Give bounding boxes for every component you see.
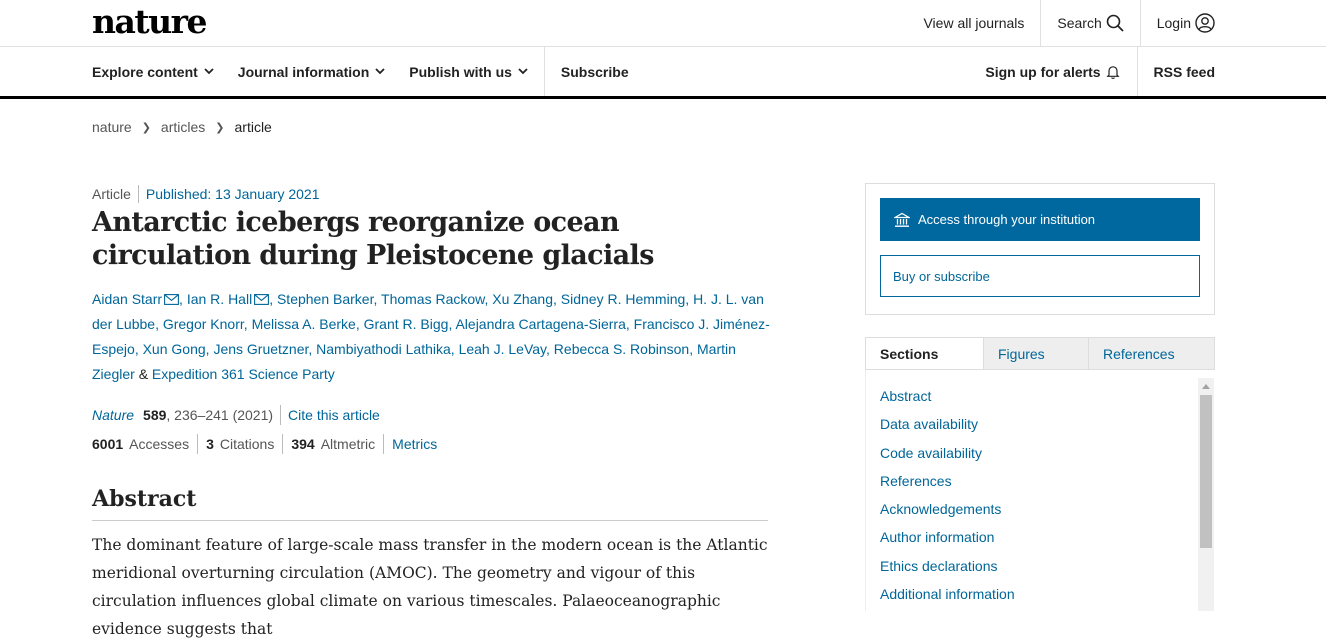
tab-label: Figures — [998, 345, 1045, 362]
breadcrumb — [92, 119, 272, 135]
author-link[interactable]: Gregor Knorr — [162, 316, 244, 332]
sections-list — [865, 370, 1216, 611]
citations-count: 3 — [206, 436, 214, 452]
author-link[interactable]: Sidney R. Hemming — [560, 291, 686, 307]
scroll-up-arrow-icon[interactable] — [1198, 378, 1214, 394]
article-meta — [92, 185, 319, 203]
chevron-down-icon — [375, 68, 385, 75]
article-title: Antarctic icebergs reorganize ocean circulation during Pleistocene glacials — [92, 207, 654, 271]
sign-up-alerts-label: Sign up for alerts — [985, 63, 1101, 80]
bell-icon — [1105, 64, 1121, 80]
author-link[interactable]: Francisco J. Jiménez-Espejo — [92, 316, 770, 357]
section-link-abstract[interactable]: Abstract — [880, 388, 932, 404]
view-all-journals-label: View all journals — [923, 15, 1025, 31]
article-type: Article — [92, 186, 131, 202]
author-link[interactable]: Melissa A. Berke — [251, 316, 356, 332]
main-nav-right — [985, 47, 1215, 96]
citation-line — [92, 405, 380, 425]
section-link-additional-information[interactable]: Additional information — [880, 586, 1015, 603]
author-group-link[interactable]: Expedition 361 Science Party — [151, 366, 335, 382]
divider — [138, 185, 139, 203]
login-button[interactable] — [1141, 0, 1215, 46]
altmetric-label: Altmetric — [320, 436, 376, 452]
author-link[interactable]: Leah J. LeVay — [458, 341, 547, 357]
author-link[interactable]: H. J. L. van der Lubbe — [92, 291, 764, 332]
journal-information-menu[interactable] — [238, 47, 385, 96]
metrics-link[interactable]: Metrics — [392, 436, 438, 452]
sidebar-tabs — [865, 337, 1215, 370]
author-list: Aidan Starr , Ian R. Hall , Stephen Barker, Thomas Rackow, Xu Zhang, Sidney R. Hemming, H. J. L. van der Lubbe, Gregor Knorr, Melissa A. Berke, Grant R. Bigg, Alejandra Cartagena-Sierra, Francisco J. Jiménez-Espejo, Xun Gong, Jens Gruetzner, Nambiyathodi Lathika, Leah J. LeVay, Rebecca S. Robinson, Martin Ziegler & Expedition 361 Science Party — [92, 291, 770, 382]
cite-this-article-link[interactable]: Cite this article — [288, 407, 380, 423]
author-link[interactable]: Thomas Rackow — [381, 291, 485, 307]
author-link[interactable]: Alejandra Cartagena-Sierra — [455, 316, 626, 332]
sections-scrollbar[interactable] — [1198, 378, 1214, 611]
access-institution-label: Access through your institution — [918, 212, 1096, 227]
accesses-label: Accesses — [129, 436, 190, 452]
breadcrumb-articles[interactable]: articles — [160, 119, 206, 135]
journal-information-label: Journal information — [237, 63, 370, 80]
citations-label: Citations — [219, 436, 275, 452]
author-link[interactable]: Ian R. Hall — [186, 291, 253, 307]
subscribe-label: Subscribe — [560, 63, 629, 80]
altmetric-count: 394 — [291, 436, 315, 452]
section-link-author-information[interactable]: Author information — [880, 529, 995, 546]
tab-references[interactable] — [1088, 338, 1214, 369]
top-bar — [0, 0, 1326, 47]
accesses-count: 6001 — [92, 436, 124, 452]
section-link-code-availability[interactable]: Code availability — [880, 444, 982, 461]
sign-up-alerts-link[interactable] — [985, 47, 1120, 96]
tab-figures[interactable] — [983, 338, 1088, 369]
author-link[interactable]: Aidan Starr — [92, 291, 163, 307]
section-link-acknowledgements[interactable]: Acknowledgements — [880, 501, 1002, 518]
abstract-heading: Abstract — [92, 486, 768, 521]
author-link[interactable]: Xu Zhang — [492, 291, 553, 307]
top-nav — [907, 0, 1215, 46]
author-link[interactable]: Grant R. Bigg — [363, 316, 449, 332]
chevron-down-icon — [518, 68, 528, 75]
nature-logo[interactable]: nature — [92, 2, 206, 41]
search-button[interactable] — [1041, 0, 1139, 46]
divider — [280, 405, 281, 425]
institution-icon — [894, 212, 910, 228]
publish-with-us-menu[interactable] — [409, 47, 528, 96]
abstract-text: The dominant feature of large-scale mass transfer in the modern ocean is the Atlantic meridional overturning circulation (AMOC). The geometry and vigour of this circulation influences global climate on various timescales. Palaeoceanographic evidence suggests that — [92, 536, 768, 638]
tab-label: Sections — [880, 345, 939, 362]
rss-feed-label: RSS feed — [1153, 63, 1215, 80]
breadcrumb-current: article — [234, 119, 272, 135]
published-date: Published: 13 January 2021 — [145, 186, 320, 202]
email-icon[interactable] — [164, 294, 179, 305]
access-institution-button[interactable] — [880, 198, 1200, 241]
section-link-ethics-declarations[interactable]: Ethics declarations — [880, 557, 998, 574]
tab-label: References — [1103, 345, 1175, 362]
author-link[interactable]: Rebecca S. Robinson — [553, 341, 690, 357]
rss-feed-link[interactable] — [1154, 47, 1215, 96]
access-box — [865, 183, 1215, 315]
buy-or-subscribe-label: Buy or subscribe — [893, 268, 990, 284]
author-link[interactable]: Martin Ziegler — [92, 341, 736, 382]
explore-content-label: Explore content — [92, 63, 198, 80]
view-all-journals-link[interactable] — [907, 0, 1040, 46]
email-icon[interactable] — [254, 294, 269, 305]
chevron-right-icon: ❯ — [215, 121, 225, 134]
article-metrics — [92, 434, 437, 454]
divider — [282, 434, 283, 454]
divider — [1137, 47, 1138, 96]
section-link-data-availability[interactable]: Data availability — [880, 416, 979, 433]
main-nav-left — [92, 47, 653, 96]
explore-content-menu[interactable] — [92, 47, 214, 96]
login-label: Login — [1156, 15, 1191, 31]
buy-or-subscribe-button[interactable] — [880, 255, 1200, 297]
chevron-right-icon: ❯ — [141, 121, 151, 134]
publish-with-us-label: Publish with us — [409, 63, 512, 80]
section-link-references[interactable]: References — [880, 472, 952, 489]
author-link[interactable]: Xun Gong — [142, 341, 206, 357]
divider — [383, 434, 384, 454]
journal-name[interactable]: Nature — [92, 407, 135, 423]
chevron-down-icon — [204, 68, 214, 75]
divider — [544, 47, 545, 96]
search-label: Search — [1057, 15, 1102, 31]
subscribe-link[interactable] — [561, 47, 629, 96]
author-link[interactable]: Nambiyathodi Lathika — [316, 341, 451, 357]
tab-sections[interactable] — [866, 338, 983, 369]
user-icon — [1195, 13, 1215, 33]
divider — [197, 434, 198, 454]
search-icon — [1106, 14, 1124, 32]
author-ampersand: & — [138, 366, 149, 382]
journal-volume: 589 — [143, 407, 167, 423]
author-link[interactable]: Jens Gruetzner — [213, 341, 309, 357]
main-nav — [0, 47, 1326, 99]
author-link[interactable]: Stephen Barker — [276, 291, 374, 307]
scrollbar-thumb[interactable] — [1200, 395, 1212, 548]
journal-pages: , 236–241 (2021) — [166, 407, 274, 423]
breadcrumb-nature[interactable]: nature — [92, 119, 132, 135]
